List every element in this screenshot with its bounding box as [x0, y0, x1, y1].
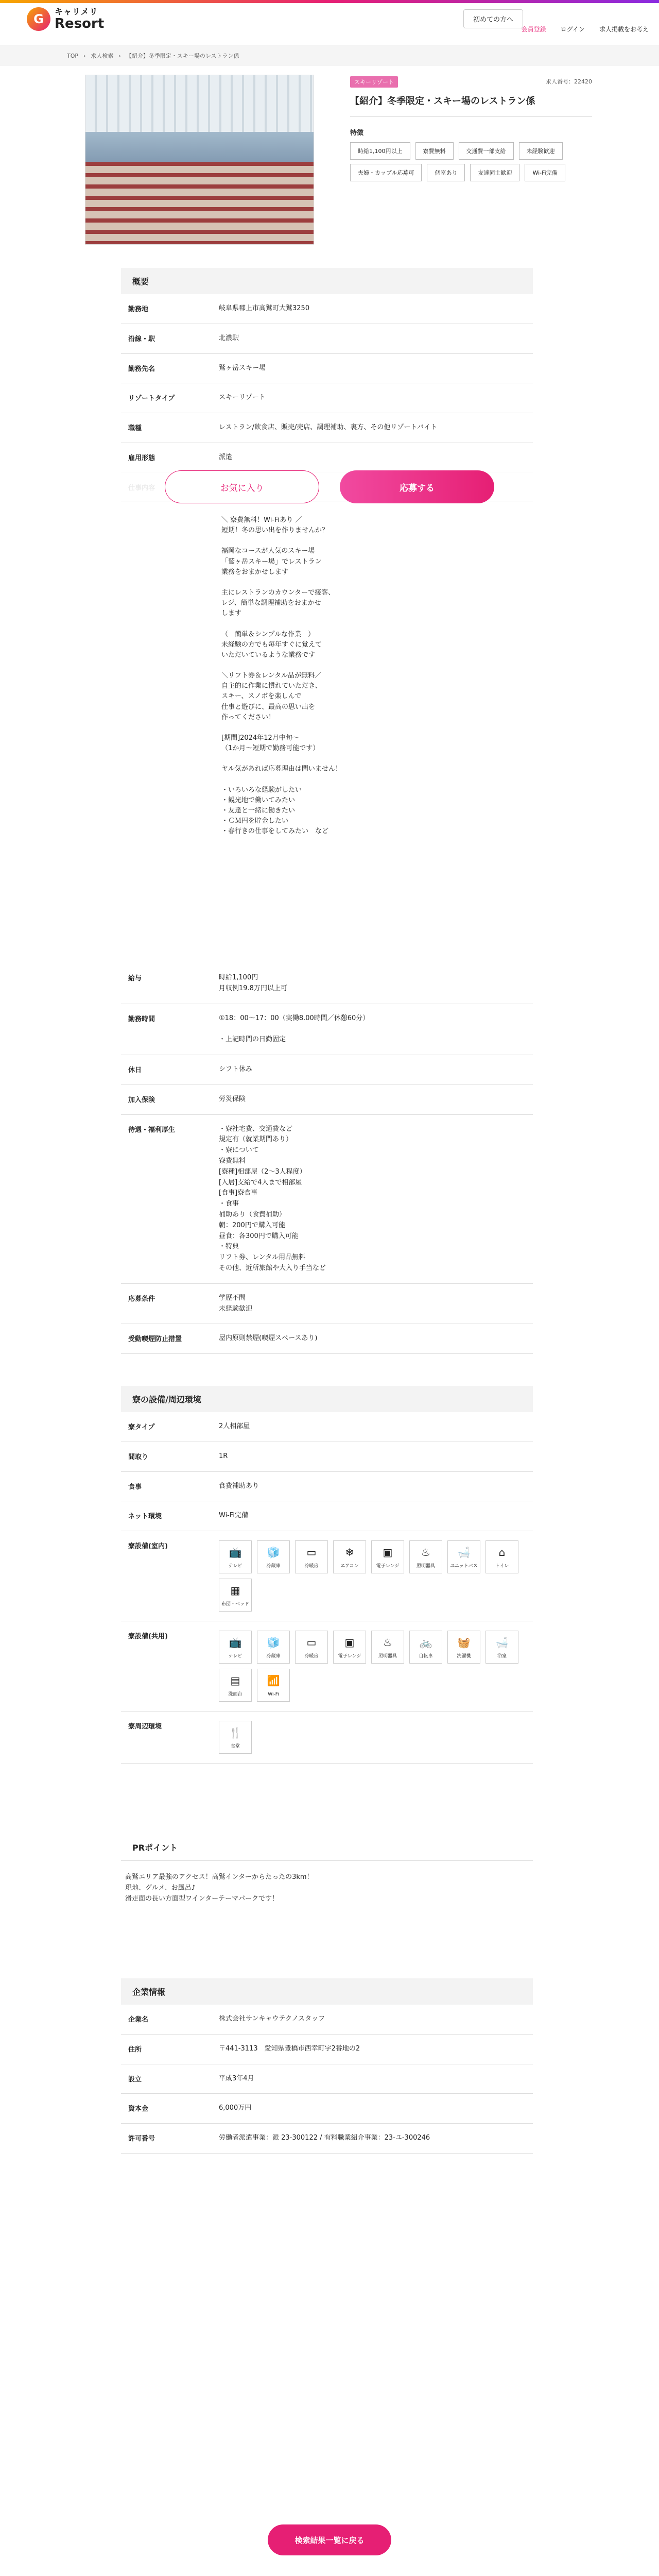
breadcrumb-top[interactable]: TOP — [67, 52, 79, 59]
facility-label: テレビ — [228, 1563, 242, 1569]
info-key: 勤務地 — [128, 306, 149, 313]
action-bar — [0, 464, 659, 510]
info-key: 勤務先名 — [128, 365, 155, 373]
pr-text: 高鷲エリア最強のアクセス！高鷲インターからたったの3km！ 現地、グルメ、お風呂♪ 滑走面の長い方面型ワインターテーマパークです！ — [125, 1873, 314, 1903]
info-key: 職種 — [128, 425, 142, 433]
company-title: 企業情報 — [121, 1978, 533, 2005]
facility-label: 電子レンジ — [376, 1563, 400, 1569]
info-key: 加入保険 — [128, 1096, 155, 1104]
job-header — [350, 76, 592, 181]
info-value: 労働者派遣事業：派 23-300122 / 有料職業紹介事業：23-ユ-300246 — [219, 2134, 430, 2142]
facility-glyph-icon: 🧺 — [457, 1636, 471, 1649]
facility-label: 食堂 — [230, 1743, 240, 1749]
feature-tag: 個室あり — [427, 164, 465, 181]
info-value: 鷲ヶ岳スキー場 — [219, 364, 266, 372]
features-label: 特徴 — [350, 129, 364, 137]
info-value: ①18：00～17：00（実働8.00時間／休憩60分） ・上記時間の日勤固定 — [219, 1014, 370, 1044]
facility-label: 布団・ベッド — [221, 1601, 249, 1607]
info-row — [121, 1472, 533, 1502]
logo-top-text: キャリメリ — [55, 7, 98, 16]
dorm-section — [121, 1386, 533, 1764]
info-value: 労災保険 — [219, 1095, 246, 1103]
info-row — [121, 2094, 533, 2124]
info-value: 食費補助あり — [219, 1482, 259, 1490]
info-row — [121, 1501, 533, 1531]
back-to-results-button[interactable]: 検索結果一覧に戻る — [268, 2524, 391, 2555]
facility-label: 自転車 — [419, 1653, 433, 1659]
details-section — [121, 963, 533, 1354]
facility-label: トイレ — [495, 1563, 509, 1569]
company-section — [121, 1978, 533, 2154]
info-value: レストラン/飲食店、販売/売店、調理補助、裏方、その他リゾートバイト — [219, 423, 438, 432]
info-key: 待遇・福利厚生 — [128, 1126, 176, 1134]
feature-tag: 夫婦・カップル応募可 — [350, 164, 422, 181]
feature-tag: 交通費一部支給 — [459, 142, 514, 160]
facility-glyph-icon: 🧊 — [267, 1636, 280, 1649]
info-key: 給与 — [128, 975, 142, 982]
info-key: 沿線・駅 — [128, 335, 155, 343]
facility-label: 冷暖房 — [304, 1563, 319, 1569]
info-row — [121, 2005, 533, 2035]
facility-label: 冷蔵庫 — [266, 1563, 281, 1569]
facility-label: 浴室 — [497, 1653, 507, 1659]
info-row — [121, 1442, 533, 1472]
feature-tag: 時給1,100円以上 — [350, 142, 410, 160]
feature-tags — [350, 142, 592, 181]
facility-label: Wi-Fi — [268, 1691, 279, 1697]
facility-label: 洗面台 — [228, 1691, 242, 1697]
facility-label: 冷暖房 — [304, 1653, 319, 1659]
info-row — [121, 324, 533, 354]
facility-glyph-icon: 🧊 — [267, 1546, 280, 1558]
info-key: ネット環境 — [128, 1513, 162, 1521]
favorite-button[interactable]: お気に入り — [165, 470, 319, 503]
facility-glyph-icon: 📺 — [229, 1546, 242, 1558]
facility-glyph-icon: 🚲 — [419, 1636, 432, 1649]
facility-icon — [409, 1540, 442, 1573]
info-row — [121, 963, 533, 1004]
breadcrumb: TOP › 求人検索 › 【紹介】冬季限定・スキー場のレストラン係 — [0, 45, 659, 66]
facility-glyph-icon: ▣ — [344, 1636, 355, 1649]
facility-glyph-icon: 📶 — [267, 1674, 280, 1687]
dorm-shared-equipment-row: 寮設備(共用) 📺 テレビ 🧊 冷蔵庫 ▭ 冷暖房 ▣ 電子レンジ ♨ 照明器具 🚲 自転車 🧺 洗濯機 🛁 浴室 ▤ 洗面台 📶 Wi-Fi — [121, 1621, 533, 1711]
facility-icon — [371, 1540, 404, 1573]
facility-icon — [219, 1579, 252, 1612]
info-key: 住所 — [128, 2045, 142, 2054]
info-value: 株式会社サンキャウテクノスタッフ — [219, 2015, 325, 2023]
facility-label: 洗濯機 — [457, 1653, 471, 1659]
info-key: 資本金 — [128, 2105, 149, 2113]
info-row — [121, 1085, 533, 1115]
logo-mark: G — [27, 7, 50, 31]
info-row — [121, 2124, 533, 2154]
facility-glyph-icon: ⌂ — [498, 1546, 506, 1558]
info-key: 受動喫煙防止措置 — [128, 1335, 182, 1344]
info-row — [121, 383, 533, 413]
info-value: 派遣 — [219, 453, 233, 461]
job-description: ＼ 寮費無料！Wi-Fiあり ／ 短期！冬の思い出を作りませんか？ 福岡なコースが人気のスキー場 「鷲ヶ岳スキー場」でレストラン 業務をおまかせします 主にレストランのカウンターで接客、 レジ、簡単な調理補助をおまかせ します （ 簡単＆シンプルな作業 ） 未経験の方でも毎年すぐに覚えて いただいているような業務です ＼リフト券＆レンタル品が無料／ 自主的に作業に慣れていただき、 スキー、スノボを楽しんで 仕事と遊びに、最高の思い出を 作ってください！ [期間]2024年12月中旬～ （1か月～短期で勤務可能です） ヤル気があれば応募理由は問いません！ ・いろいろな経験がしたい ・観光地で働いてみたい ・友達と一緒に働きたい ・ＣＭ円を貯金したい ・春行きの仕事をしてみたい など — [221, 516, 342, 836]
info-value: Wi-Fi完備 — [219, 1512, 249, 1520]
login-link[interactable]: ログイン — [560, 26, 585, 33]
first-time-button[interactable]: 初めての方へ — [463, 9, 523, 28]
facility-icon — [257, 1540, 290, 1573]
job-photo — [85, 75, 314, 245]
info-value: ・寮社宅費、交通費など 規定有（就業期間あり） ・寮について 寮費無料 [寮種]相部屋（2～3人程度） [入居]支給で4人まで相部屋 [食事]寮食事 ・食事 補助あり（食費補助） 朝：200円で購入可能 昼食：各300円で購入可能 ・特典 リフト券、レンタル用品無料 その他、近所旅館や大入り手当など — [219, 1125, 326, 1272]
info-key: 企業名 — [128, 2016, 149, 2024]
facility-label: エアコン — [340, 1563, 359, 1569]
summary-title: 概要 — [121, 268, 533, 294]
info-value: 岐阜県郡上市高鷲町大鷲3250 — [219, 304, 310, 312]
feature-tag: 寮費無料 — [415, 142, 454, 160]
facility-icon — [371, 1631, 404, 1664]
info-key: 許可番号 — [128, 2135, 155, 2143]
logo-bottom-text: Resort — [55, 15, 105, 31]
info-row — [121, 1284, 533, 1325]
employer-link[interactable]: 求人掲載をお考え — [599, 26, 649, 33]
site-logo[interactable] — [27, 7, 104, 31]
info-row — [121, 1115, 533, 1284]
facility-icon — [257, 1669, 290, 1702]
facility-icon — [447, 1540, 480, 1573]
facility-icon — [257, 1631, 290, 1664]
facility-glyph-icon: ♨ — [421, 1546, 430, 1558]
info-key: 間取り — [128, 1453, 149, 1461]
info-value: 学歴不問 未経験歓迎 — [219, 1294, 253, 1313]
info-value: シフト休み — [219, 1065, 253, 1073]
info-key: 休日 — [128, 1066, 142, 1074]
info-value: 北濃駅 — [219, 334, 239, 342]
facility-glyph-icon: 🛁 — [495, 1636, 509, 1649]
facility-glyph-icon: ♨ — [383, 1636, 392, 1649]
feature-tag: 未経験歓迎 — [519, 142, 563, 160]
info-key: 雇用形態 — [128, 454, 155, 462]
info-row — [121, 354, 533, 384]
facility-icon — [295, 1540, 328, 1573]
facility-label: テレビ — [228, 1653, 242, 1659]
info-row — [121, 413, 533, 443]
info-value: スキーリゾート — [219, 394, 266, 402]
facility-label: 照明器具 — [416, 1563, 435, 1569]
breadcrumb-current: 【紹介】冬季限定・スキー場のレストラン係 — [126, 53, 239, 59]
apply-button[interactable]: 応募する — [340, 470, 494, 503]
facility-icon — [333, 1631, 366, 1664]
site-header — [0, 0, 659, 45]
dorm-surroundings-row: 寮周辺環境 🍴 食堂 — [121, 1711, 533, 1764]
info-key: 寮タイプ — [128, 1423, 155, 1431]
info-key: 勤務時間 — [128, 1015, 155, 1023]
facility-icon — [333, 1540, 366, 1573]
facility-glyph-icon: ▤ — [230, 1674, 240, 1687]
dorm-title: 寮の設備/周辺環境 — [121, 1386, 533, 1412]
facility-glyph-icon: ▭ — [306, 1636, 317, 1649]
facility-icon — [219, 1631, 252, 1664]
info-row — [121, 1412, 533, 1442]
facility-glyph-icon: 🍴 — [229, 1726, 242, 1739]
info-row — [121, 1055, 533, 1085]
top-gradient-bar — [0, 0, 659, 3]
facility-icon — [485, 1631, 518, 1664]
resort-type-badge: スキーリゾート — [350, 76, 398, 88]
dorm-room-equipment-row: 寮設備(室内) 📺 テレビ 🧊 冷蔵庫 ▭ 冷暖房 ❄ エアコン ▣ 電子レンジ ♨ 照明器具 🛁 ユニットバス ⌂ トイレ ▦ 布団・ベッド — [121, 1531, 533, 1621]
info-row — [121, 1324, 533, 1354]
info-row — [121, 2064, 533, 2094]
facility-icon — [485, 1540, 518, 1573]
facility-icon — [295, 1631, 328, 1664]
facility-label: ユニットバス — [450, 1563, 478, 1569]
info-value: 6,000万円 — [219, 2104, 252, 2112]
facility-icon — [409, 1631, 442, 1664]
facility-glyph-icon: 🛁 — [457, 1546, 471, 1558]
facility-label: 照明器具 — [378, 1653, 397, 1659]
facility-icon — [219, 1669, 252, 1702]
info-row — [121, 294, 533, 324]
info-key: リゾートタイプ — [128, 395, 175, 403]
facility-icon — [447, 1631, 480, 1664]
facility-glyph-icon: ▣ — [383, 1546, 393, 1558]
info-value: 2人相部屋 — [219, 1422, 250, 1430]
facility-glyph-icon: ❄ — [345, 1546, 354, 1558]
info-key: 応募条件 — [128, 1295, 155, 1303]
facility-glyph-icon: ▭ — [306, 1546, 317, 1558]
info-key: 設立 — [128, 2075, 142, 2083]
feature-tag: 友達同士歓迎 — [470, 164, 519, 181]
register-link[interactable]: 会員登録 — [521, 26, 546, 33]
pr-section — [121, 1834, 533, 1916]
breadcrumb-search[interactable]: 求人検索 — [91, 53, 114, 59]
facility-label: 冷蔵庫 — [266, 1653, 281, 1659]
info-value: 〒441-3113 愛知県豊橋市西幸町字2番地の2 — [219, 2044, 360, 2053]
facility-glyph-icon: ▦ — [230, 1584, 240, 1597]
info-value: 1R — [219, 1452, 228, 1460]
info-key: 食事 — [128, 1483, 142, 1491]
facility-icon — [219, 1540, 252, 1573]
info-value: 時給1,100円 月収例19.8万円以上可 — [219, 974, 287, 992]
job-number: 求人番号：22420 — [546, 78, 592, 85]
feature-tag: Wi-Fi完備 — [525, 164, 565, 181]
info-row — [121, 1004, 533, 1055]
pr-title: PRポイント — [121, 1834, 533, 1861]
facility-icon — [219, 1721, 252, 1754]
job-title: 【紹介】冬季限定・スキー場のレストラン係 — [350, 94, 592, 117]
info-value: 屋内原則禁煙(喫煙スペースあり) — [219, 1334, 318, 1343]
info-value: 平成3年4月 — [219, 2074, 254, 2082]
info-row — [121, 2035, 533, 2064]
facility-label: 電子レンジ — [338, 1653, 361, 1659]
facility-glyph-icon: 📺 — [229, 1636, 242, 1649]
